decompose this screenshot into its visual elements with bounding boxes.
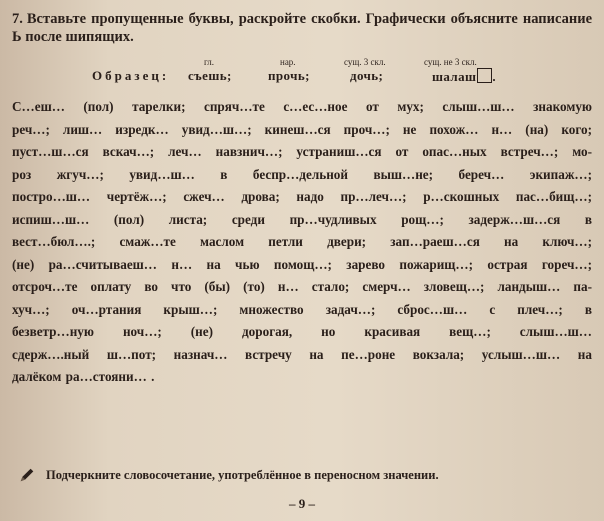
exercise-line: С…еш… (пол) тарелки; спряч…те с…ес…ное от мух; слыш…ш… знакомую — [12, 99, 592, 114]
exercise-text — [12, 96, 592, 389]
page-number: – 9 – — [289, 496, 315, 511]
exercise-line: сдерж….ный ш…пот; назнач… встречу на пе…роне вокзала; услыш…ш… на — [12, 346, 592, 362]
pencil-icon — [18, 466, 36, 484]
exercise-line: далёком ра…стояни… . — [12, 369, 155, 384]
extra-task-text: Подчеркните словосочетание, употреблённое в переносном значении. — [46, 467, 439, 482]
ending-box-icon — [477, 68, 492, 83]
exercise-line: испиш…ш… (пол) листа; среди пр…чудливых рощ…; задерж…ш…ся в — [12, 211, 592, 227]
exercise-line: вест…бюл….; смаж…те маслом петли двери; зап…раеш…ся на ключ…; — [12, 234, 592, 249]
task-number: 7. — [12, 11, 23, 27]
sample-word-1: съешь; — [188, 68, 232, 83]
exercise-line: реч…; лиш… изредк… увид…ш…; кинеш…ся проч…; не похож… н… (на) кого; — [12, 121, 592, 137]
extra-task — [18, 466, 439, 484]
exercise-line: отсроч…те оплату во что (бы) (то) н… стало; смерч… зловещ…; ландыш… па- — [12, 279, 592, 294]
exercise-line: (не) ра…считываеш… н… на чью помощ…; зарево пожарищ…; острая гореч…; — [12, 256, 592, 272]
sample-caption-3: сущ. 3 скл. — [344, 57, 386, 67]
sample-caption-4: сущ. не 3 скл. — [424, 57, 477, 67]
sample-row — [92, 57, 592, 88]
sample-word-3: дочь; — [350, 68, 384, 83]
sample-caption-2: нар. — [280, 57, 296, 67]
exercise-line: постро…ш… чертёж…; сжеч… дрова; надо пр…леч…; р…скошных пас…бищ…; — [12, 189, 592, 204]
exercise-line: хуч…; оч…ртания крыш…; множество задач…; сброс…ш… с плеч…; в — [12, 301, 592, 317]
sample-caption-1: гл. — [204, 57, 214, 67]
task-heading — [12, 10, 592, 46]
exercise-line: роз жгуч…; увид…ш… в беспр…дельной выш…не; береч… экипаж…; — [12, 166, 592, 182]
exercise-line: пуст…ш…ся вскач…; леч… навзнич…; устраниш…ся от опас…ных встреч…; мо- — [12, 144, 592, 159]
sample-word-2: прочь; — [268, 68, 310, 83]
task-instruction: Вставьте пропущенные буквы, раскройте скобки. Графически объясните написание Ь после шипящих. — [12, 11, 592, 45]
sample-label: Образец: — [92, 68, 170, 83]
exercise-line: безветр…ную ноч…; (не) дорогая, но красивая вещ…; слыш…ш… — [12, 324, 592, 339]
sample-word-4: шалаш . — [432, 69, 497, 84]
